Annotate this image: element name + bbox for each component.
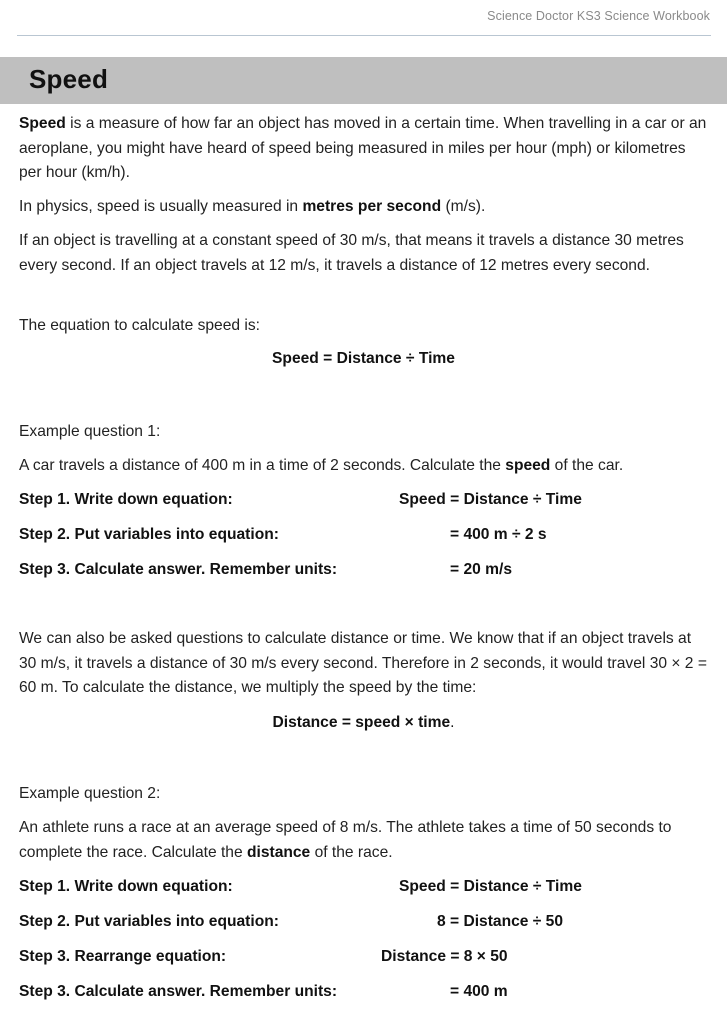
example-1-question-end: of the car. [550,457,624,474]
example-2-heading: Example question 2: [19,785,161,802]
distance-equation [0,714,727,732]
intro-keyword-mps: metres per second [302,198,442,215]
example-1-step-2-label: Step 2. Put variables into equation: [19,526,279,543]
example-2-step-3-label: Step 3. Rearrange equation: [19,948,227,965]
example-2-step-4-label: Step 3. Calculate answer. Remember units: [19,983,338,1000]
example-1-step-3-value: = 20 m/s [450,561,512,578]
section-title-band [0,57,727,104]
example-2-step-2-value: 8 = Distance ÷ 50 [437,913,564,930]
distance-equation-text: Distance = speed × time [272,714,451,731]
intro-paragraph-2-end: (m/s). [441,198,486,215]
example-2-step-4-value: = 400 m [450,983,508,1000]
example-2-step-1-label: Step 1. Write down equation: [19,878,233,895]
distance-paragraph: We can also be asked questions to calculate distance or time. We know that if an object travels at 30 m/s, it travels a distance of 30 m/s every second. Therefore in 2 seconds, it would travel 30 × 2 = 60 m. To calculate the distance, we multiply the speed by the time: [19,630,707,696]
example-1-heading: Example question 1: [19,423,161,440]
intro-paragraph-1 [19,112,709,186]
intro-paragraph-2-start: In physics, speed is usually measured in [19,198,303,215]
header-divider [17,35,711,36]
example-1-question-start: A car travels a distance of 400 m in a time of 2 seconds. Calculate the [19,457,506,474]
example-1-step-1-value: Speed = Distance ÷ Time [399,491,582,508]
example-1-keyword: speed [505,457,551,474]
example-1-step-1-label: Step 1. Write down equation: [19,491,233,508]
intro-paragraph-3: If an object is travelling at a constant speed of 30 m/s, that means it travels a distance 30 metres every second. If an object travels at 12 m/s, it travels a distance of 12 metres every second. [19,232,684,274]
example-2-question-start: An athlete runs a race at an average speed of 8 m/s. The athlete takes a time of 50 seconds to complete the race. Calculate the [19,819,672,861]
intro-paragraph-1-text: is a measure of how far an object has moved in a certain time. When travelling in a car or an aeroplane, you might have heard of speed being measured in miles per hour (mph) or kilometres per hour (km/h). [19,115,707,181]
running-header: Science Doctor KS3 Science Workbook [487,9,710,23]
distance-equation-period: . [450,714,455,731]
example-2-keyword: distance [246,843,311,861]
example-2-question [19,816,709,865]
example-1-step-3-label: Step 3. Calculate answer. Remember units: [19,561,338,578]
intro-keyword-speed: Speed [19,115,66,132]
speed-equation: Speed = Distance ÷ Time [272,350,455,367]
example-1-question [19,454,709,479]
example-1-step-2-value: = 400 m ÷ 2 s [450,526,547,543]
intro-paragraph-2 [19,195,709,220]
section-title: Speed [29,64,109,94]
intro-paragraph-4: The equation to calculate speed is: [19,317,260,334]
example-2-step-1-value: Speed = Distance ÷ Time [399,878,582,895]
example-2-question-end: of the race. [310,843,393,861]
example-2-step-2-label: Step 2. Put variables into equation: [19,913,279,930]
example-2-step-3-value: Distance = 8 × 50 [381,948,508,965]
